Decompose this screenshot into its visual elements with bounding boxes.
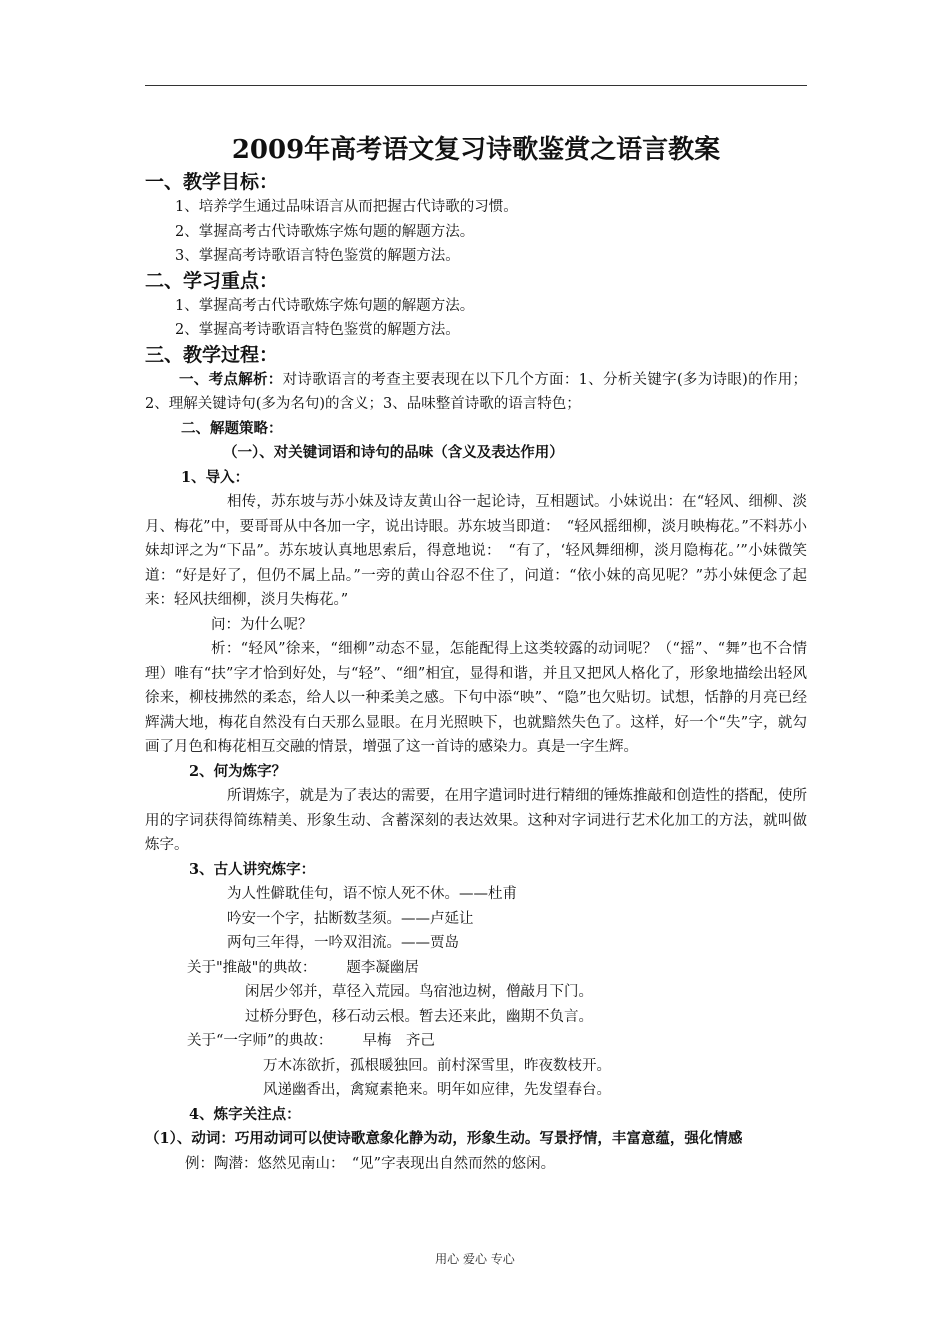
yizishi-label: 关于“一字师”的典故： <box>187 1033 333 1049</box>
subsection-heading: （一）、对关键词语和诗句的品味（含义及表达作用） <box>223 444 564 461</box>
quote-line: 吟安一个字，拈断数茎须。——卢延让 <box>227 910 474 927</box>
ancients-heading: 3、古人讲究炼字： <box>189 860 316 878</box>
question-line: 问：为什么呢？ <box>211 616 313 633</box>
intro-story: 相传，苏东坡与苏小妹及诗友黄山谷一起论诗，互相题试。小妹说出：在“轻风、细柳、淡月、梅花”中，要哥哥从中各加一字，说出诗眼。苏东坡当即道： “轻风摇细柳，淡月映梅花。”不料苏小妹却评之为“下品”。苏东坡认真地思索后，得意地说： “有了，‘轻风舞细柳，淡月隐梅花。’”小妹微笑道：“好是好了，但仍不属上品。”一旁的黄山谷忍不住了，问道：“依小妹的高见呢？”苏小妹便念了起来：轻风扶细柳，淡月失梅花。” <box>145 494 807 608</box>
goal-item: 2、掌握高考古代诗歌炼字炼句题的解题方法。 <box>175 223 475 240</box>
yizishi-line <box>145 1029 807 1054</box>
focus-item: 2、掌握高考诗歌语言特色鉴赏的解题方法。 <box>175 322 460 338</box>
quote-line: 为人性僻耽佳句，语不惊人死不休。——杜甫 <box>227 886 517 902</box>
goal-item: 1、培养学生通过品味语言从而把握古代诗歌的习惯。 <box>175 199 518 215</box>
analysis-paragraph: 析：“轻风”徐来，“细柳”动态不显，怎能配得上这类较露的动词呢？（“摇”、“舞”也不合情理）唯有“扶”字才恰到好处，与“轻”、“细”相宜，显得和谐，并且又把风人格化了，形象地描绘出轻风徐来，柳枝拂然的柔态，给人以一种柔美之感。下句中添“映”、“隐”也欠贴切。试想，恬静的月亮已经辉满大地，梅花自然没有白天那么显眼。在月光照映下，也就黯然失色了。这样，好一个“失”字，就勾画了月色和梅花相互交融的情景，增强了这一首诗的感染力。真是一字生辉。 <box>145 641 807 755</box>
poem-line: 闲居少邻并，草径入荒园。鸟宿池边树，僧敲月下门。 <box>245 984 593 1000</box>
poem-line: 万木冻欲折，孤根暖独回。前村深雪里，昨夜数枝开。 <box>263 1057 611 1074</box>
tuiqiao-line <box>145 956 807 981</box>
intro-heading: 1、导入： <box>181 468 250 486</box>
document-title: 2009年高考语文复习诗歌鉴赏之语言教案 <box>231 135 721 165</box>
goal-item: 3、掌握高考诗歌语言特色鉴赏的解题方法。 <box>175 248 460 264</box>
poem-line: 过桥分野色，移石动云根。暂去还来此，幽期不负言。 <box>245 1008 593 1025</box>
exam-point-label: 一、考点解析： <box>179 370 283 388</box>
section-heading-goals: 一、教学目标： <box>145 171 279 193</box>
quote-line: 两句三年得，一吟双泪流。——贾岛 <box>227 935 459 951</box>
exam-point-paragraph <box>145 368 807 417</box>
example-line: 例：陶潜：悠然见南山： “见”字表现出自然而然的悠闲。 <box>185 1155 556 1172</box>
verb-point: （1）、动词：巧用动词可以使诗歌意象化静为动，形象生动。写景抒情，丰富意蕴，强化情感 <box>145 1130 743 1147</box>
focus-points-heading: 4、炼字关注点： <box>189 1105 301 1123</box>
document-body <box>145 130 807 1176</box>
section-heading-process: 三、教学过程： <box>145 343 279 366</box>
lianzi-definition: 所谓炼字，就是为了表达的需要，在用字遣词时进行精细的锤炼推敲和创造性的搭配，使所用的字词获得简练精美、形象生动、含蓄深刻的表达效果。这种对字词进行艺术化加工的方法，就叫做炼字。 <box>145 788 807 853</box>
focus-item: 1、掌握高考古代诗歌炼字炼句题的解题方法。 <box>175 297 475 314</box>
lianzi-heading: 2、何为炼字？ <box>189 762 287 780</box>
strategy-heading: 二、解题策略： <box>181 419 283 437</box>
header-rule <box>145 85 807 86</box>
section-heading-focus: 二、学习重点： <box>145 269 279 292</box>
poem-line: 风递幽香出，禽窥素艳来。明年如应律，先发望春台。 <box>263 1082 611 1098</box>
exam-point-text: 对诗歌语言的考查主要表现在以下几个方面：1、分析关键字(多为诗眼)的作用；2、理解关键诗句(多为名句)的含义；3、品味整首诗歌的语言特色； <box>145 371 807 412</box>
tuiqiao-poem-title: 题李凝幽居 <box>346 959 419 976</box>
page-footer: 用心 爱心 专心 <box>435 1252 515 1266</box>
yizishi-poem-title: 早梅 齐己 <box>362 1033 435 1049</box>
tuiqiao-label: 关于"推敲"的典故： <box>187 959 317 976</box>
